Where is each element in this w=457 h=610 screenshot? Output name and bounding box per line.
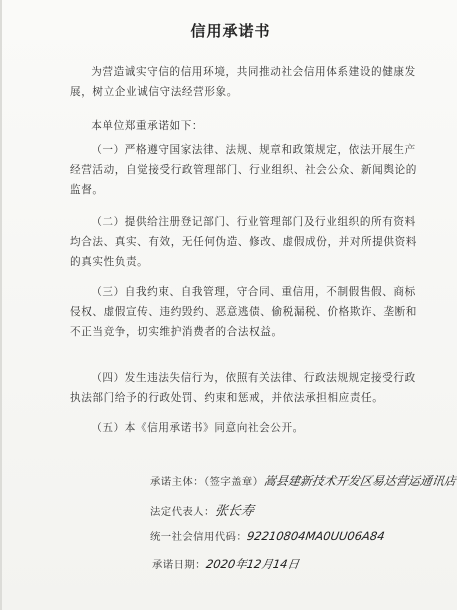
- credit-code-label: 统一社会信用代码：: [150, 531, 248, 543]
- commitment-item-5: （五）本《信用承诺书》同意向社会公开。: [91, 422, 304, 434]
- commitment-item-1: （一）严格遵守国家法律、法规、规章和政策规定，依法开展生产经营活动，自觉接受行政管理部门、行业组织、社会公众、新闻舆论的监督。: [70, 144, 418, 196]
- commitment-date-label: 承诺日期：: [152, 559, 206, 571]
- legal-representative-row: [150, 500, 254, 519]
- commitment-item-4: （四）发生违法失信行为，依照有关法律、行政法规规定接受行政执法部门给予的行政处罚、约束和惩戒，并依法承担相应责任。: [70, 372, 416, 404]
- legal-representative-signature: 张长寿: [213, 504, 255, 519]
- signature-subject-label: 承诺主体：（签字盖章）: [150, 476, 264, 488]
- lead-paragraph: 本单位郑重承诺如下：: [91, 120, 204, 132]
- credit-code-handwriting: 92210804MA0UU06A84: [246, 529, 386, 543]
- intro-paragraph: 为营造诚实守信的信用环境，共同推动社会信用体系建设的健康发展，树立企业诚信守法经营形象。: [70, 66, 416, 98]
- document-title: 信用承诺书: [190, 22, 271, 40]
- legal-representative-label: 法定代表人：: [150, 506, 215, 518]
- commitment-date-handwriting: 2020年12月14日: [204, 557, 300, 571]
- commitment-item-3: （三）自我约束、自我管理，守合同、重信用，不制假售假、商标侵权、虚假宣传、违约毁约、恶意逃债、偷税漏税、价格欺诈、垄断和不正当竞争，切实维护消费者的合法权益。: [70, 286, 418, 338]
- signature-subject-row: [150, 472, 456, 489]
- credit-code-row: [150, 528, 385, 543]
- commitment-date-row: [150, 556, 299, 572]
- commitment-item-2: （二）提供给注册登记部门、行业管理部门及行业组织的所有资料均合法、真实、有效，无任何伪造、修改、虚假成份，并对所提供资料的真实性负责。: [70, 216, 418, 268]
- signature-subject-handwriting: 嵩县建新技术开发区易达营运通讯店: [262, 474, 457, 488]
